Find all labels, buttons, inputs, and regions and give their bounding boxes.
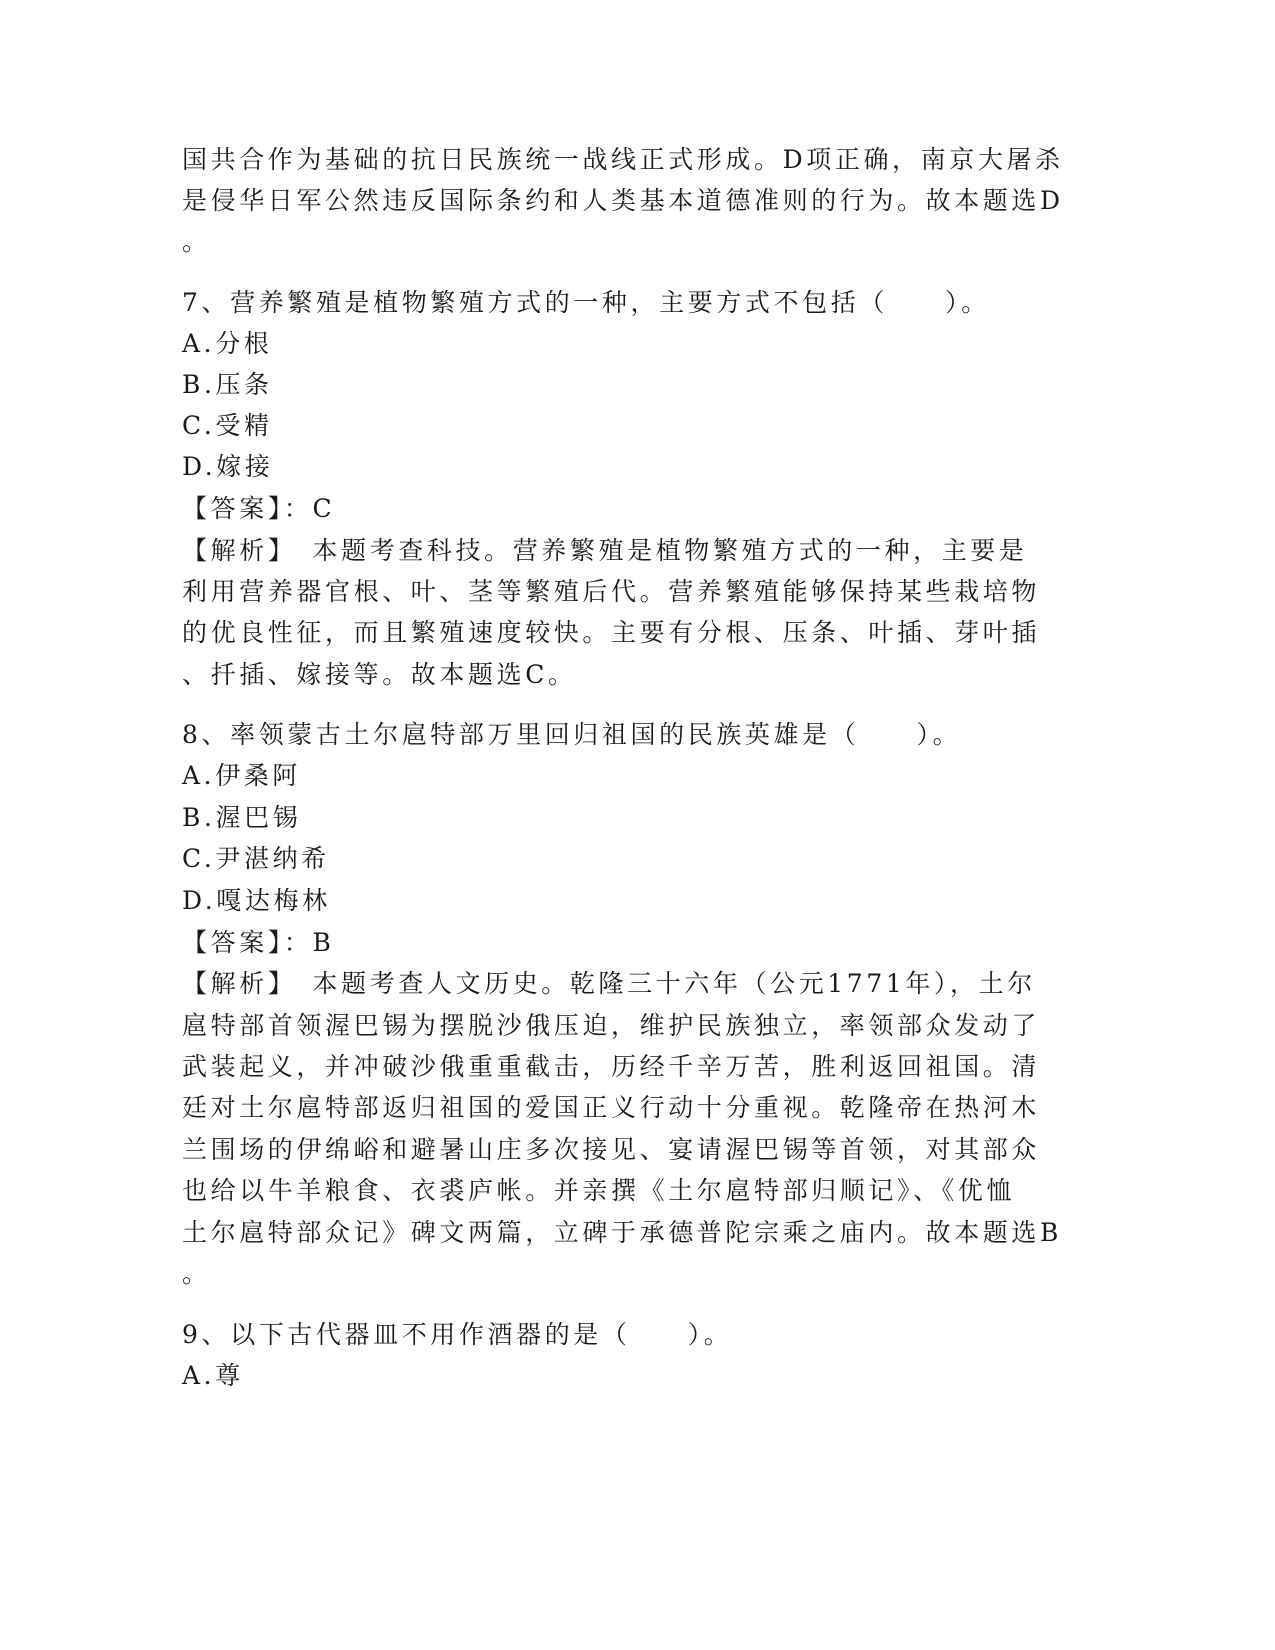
analysis-line: 、扦插、嫁接等。故本题选C。 bbox=[182, 660, 577, 689]
analysis-line: 兰围场的伊绵峪和避暑山庄多次接见、宴请渥巴锡等首领，对其部众 bbox=[182, 1135, 1041, 1164]
option-d-8: D.嘎达梅林 bbox=[182, 886, 331, 915]
analysis-line: 国共合作为基础的抗日民族统一战线正式形成。D项正确，南京大屠杀 bbox=[182, 145, 1064, 174]
question-stem-9: 9、以下古代器皿不用作酒器的是（ ）。 bbox=[182, 1320, 733, 1349]
answer-8: 【答案】：B bbox=[182, 928, 335, 957]
option-b-8: B.渥巴锡 bbox=[182, 803, 302, 832]
analysis-line: 。 bbox=[182, 1259, 211, 1288]
option-c-7: C.受精 bbox=[182, 411, 273, 440]
option-c-8: C.尹湛纳希 bbox=[182, 844, 330, 873]
analysis-line: 扈特部首领渥巴锡为摆脱沙俄压迫，维护民族独立，率领部众发动了 bbox=[182, 1011, 1041, 1040]
analysis-line: 土尔扈特部众记》碑文两篇，立碑于承德普陀宗乘之庙内。故本题选B bbox=[182, 1218, 1062, 1247]
question-stem-7: 7、营养繁殖是植物繁殖方式的一种，主要方式不包括（ ）。 bbox=[182, 288, 990, 317]
analysis-line: 是侵华日军公然违反国际条约和人类基本道德准则的行为。故本题选D bbox=[182, 186, 1064, 215]
option-a-7: A.分根 bbox=[182, 329, 273, 358]
question-stem-8: 8、率领蒙古土尔扈特部万里回归祖国的民族英雄是（ ）。 bbox=[182, 720, 962, 749]
option-a-8: A.伊桑阿 bbox=[182, 761, 302, 790]
option-a-9: A.尊 bbox=[182, 1361, 244, 1390]
analysis-line: 【解析】 本题考查人文历史。乾隆三十六年（公元1771年），土尔 bbox=[182, 969, 1036, 998]
analysis-line: 也给以牛羊粮食、衣裘庐帐。并亲撰《土尔扈特部归顺记》、《优恤 bbox=[182, 1176, 1016, 1205]
option-d-7: D.嫁接 bbox=[182, 452, 274, 481]
analysis-line: 的优良性征，而且繁殖速度较快。主要有分根、压条、叶插、芽叶插 bbox=[182, 618, 1041, 647]
analysis-line: 武装起义，并冲破沙俄重重截击，历经千辛万苦，胜利返回祖国。清 bbox=[182, 1052, 1041, 1081]
analysis-line: 【解析】 本题考查科技。营养繁殖是植物繁殖方式的一种，主要是 bbox=[182, 536, 1028, 565]
option-b-7: B.压条 bbox=[182, 370, 273, 399]
analysis-line: 利用营养器官根、叶、茎等繁殖后代。营养繁殖能够保持某些栽培物 bbox=[182, 577, 1041, 606]
analysis-line: 廷对土尔扈特部返归祖国的爱国正义行动十分重视。乾隆帝在热河木 bbox=[182, 1093, 1041, 1122]
answer-7: 【答案】：C bbox=[182, 494, 336, 523]
analysis-line: 。 bbox=[182, 227, 211, 256]
